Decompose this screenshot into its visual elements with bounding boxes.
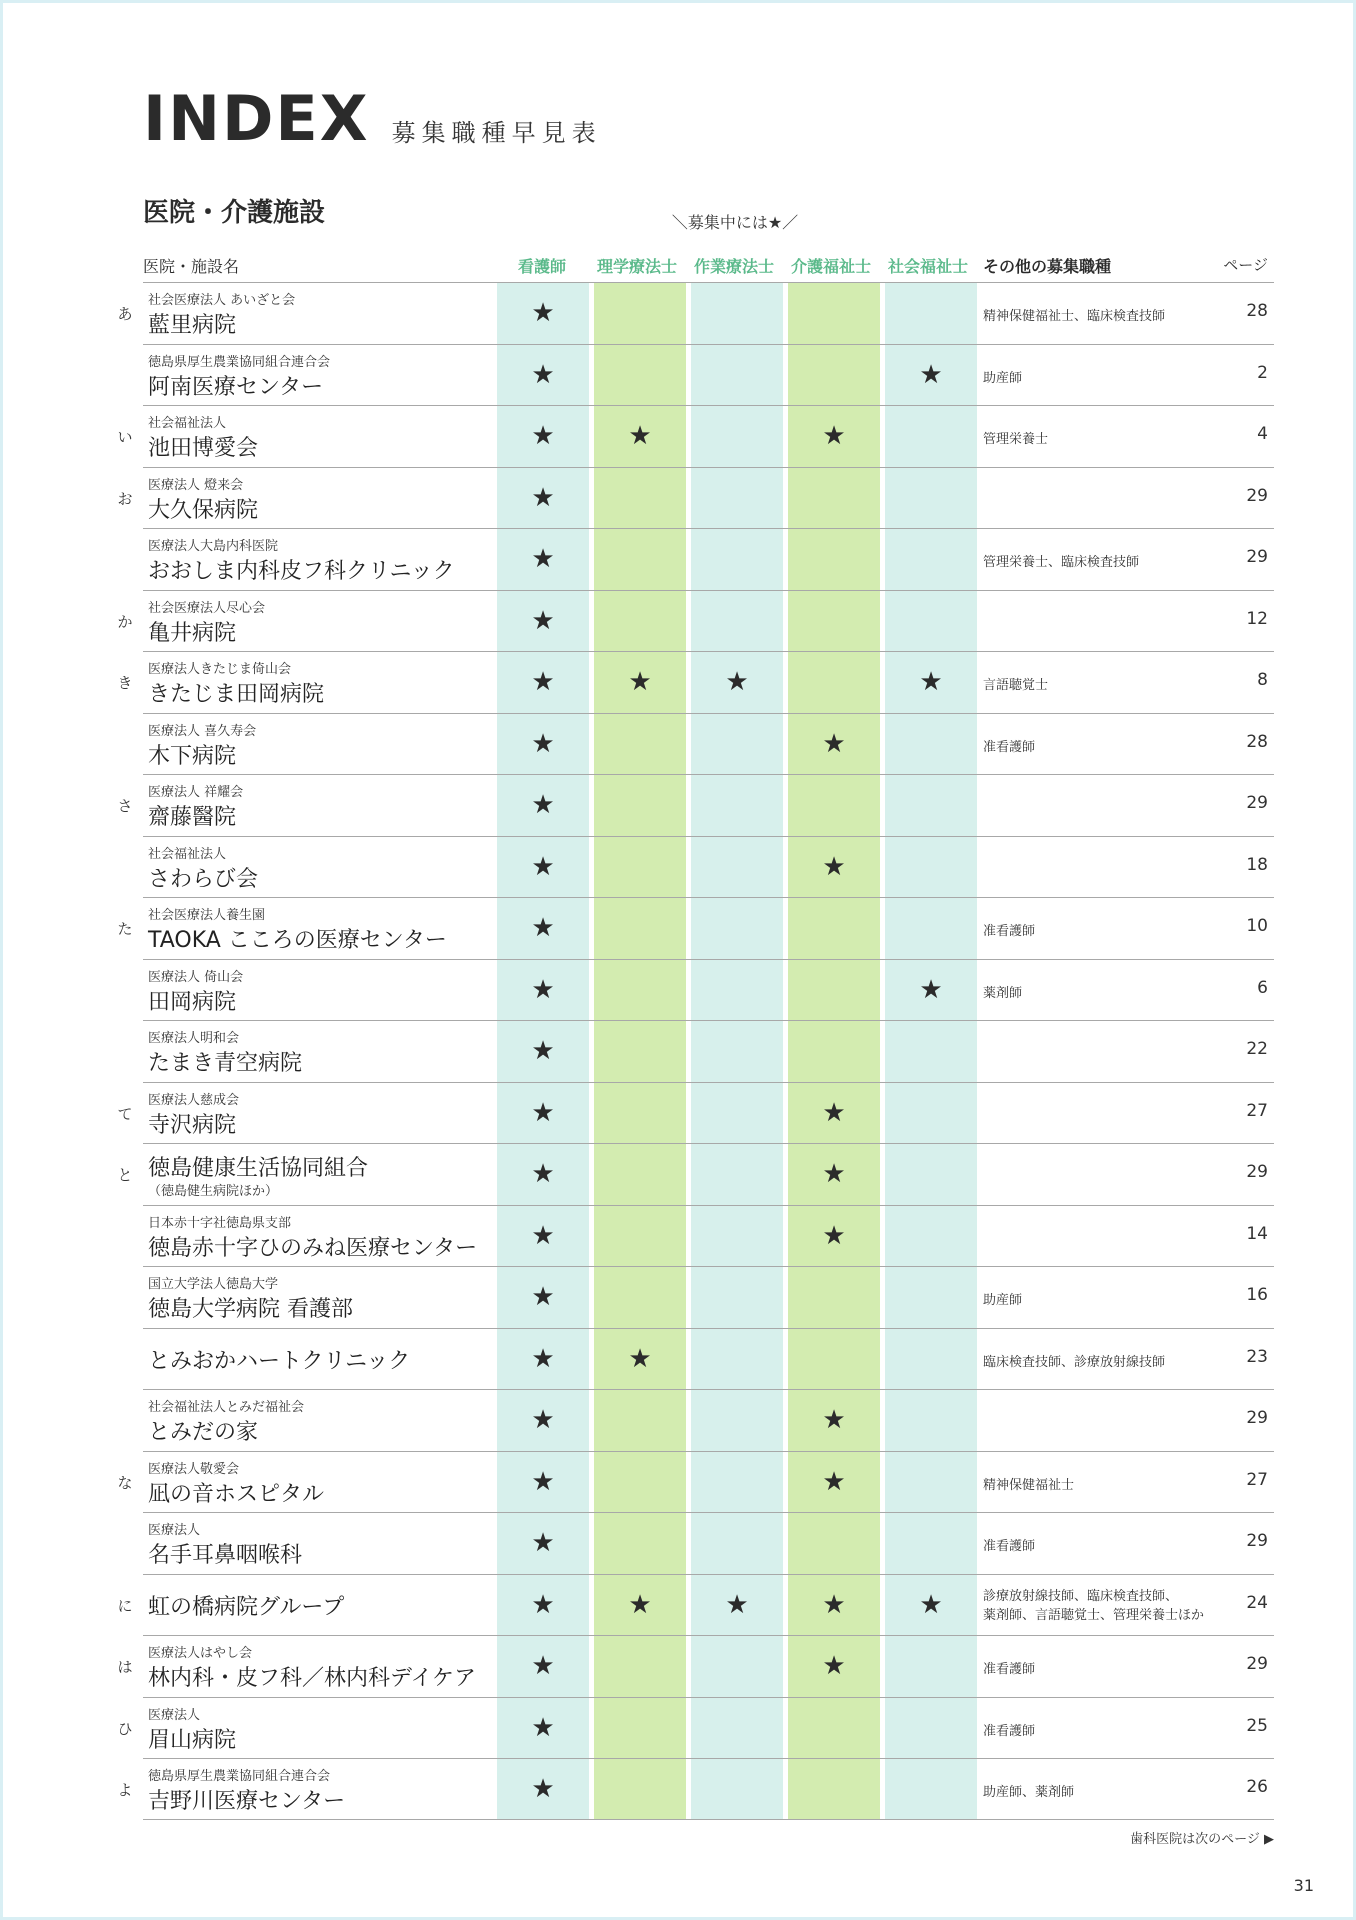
star-pt: ★	[628, 1589, 652, 1620]
organization-name: 医療法人慈成会	[148, 1092, 240, 1108]
table-row	[143, 344, 1274, 406]
facility-name: 吉野川医療センター	[148, 1789, 346, 1814]
page-reference: 28	[1246, 731, 1268, 752]
kana-index-label: は	[117, 1658, 133, 1676]
facility-note: （徳島健生病院ほか）	[148, 1184, 279, 1199]
kana-index-label: い	[117, 428, 133, 446]
page-reference: 18	[1246, 854, 1268, 875]
star-nurse: ★	[531, 728, 555, 759]
star-social: ★	[919, 667, 943, 697]
star-nurse: ★	[531, 1405, 555, 1435]
organization-name: 医療法人 燈来会	[148, 477, 244, 493]
other-positions: 准看護師	[983, 1539, 1036, 1554]
facility-name: たまき青空病院	[148, 1051, 303, 1076]
other-positions: 臨床検査技師、診療放射線技師	[983, 1354, 1166, 1370]
table-row	[117, 651, 1274, 713]
star-social: ★	[919, 974, 943, 1005]
organization-name: 医療法人敬愛会	[148, 1461, 240, 1477]
star-nurse: ★	[531, 1589, 555, 1620]
other-positions: 助産師	[983, 370, 1023, 386]
star-pt: ★	[628, 1343, 652, 1374]
table-row	[143, 1389, 1274, 1451]
organization-name: 医療法人 祥耀会	[148, 785, 244, 800]
kana-index-label: た	[117, 920, 133, 938]
page-reference: 29	[1246, 1162, 1268, 1182]
other-positions: 准看護師	[983, 1723, 1036, 1739]
star-care: ★	[822, 728, 846, 759]
star-pt: ★	[628, 421, 652, 451]
table-row	[143, 528, 1274, 590]
other-positions-line2: 薬剤師、言語聴覚士、管理栄養士ほか	[983, 1607, 1205, 1623]
organization-name: 医療法人はやし会	[148, 1646, 253, 1661]
star-ot: ★	[725, 667, 749, 697]
header-nurse: 看護師	[518, 257, 567, 276]
table-row	[143, 836, 1274, 898]
kana-index-label: ひ	[117, 1719, 133, 1738]
star-care: ★	[822, 1405, 846, 1435]
page-reference: 24	[1246, 1592, 1268, 1613]
facility-name: 齋藤醫院	[148, 805, 237, 830]
table-row	[117, 405, 1274, 467]
facility-name: 田岡病院	[148, 989, 237, 1015]
star-nurse: ★	[531, 605, 555, 636]
table-row	[117, 1082, 1274, 1144]
page-reference: 14	[1246, 1223, 1268, 1244]
table-row	[117, 1758, 1274, 1820]
facility-name: 林内科・皮フ科／林内科デイケア	[148, 1666, 477, 1691]
table-row	[143, 1266, 1274, 1328]
star-pt: ★	[628, 667, 652, 697]
table-row	[117, 897, 1274, 959]
kana-index-label: な	[117, 1473, 133, 1492]
star-care: ★	[822, 1651, 846, 1681]
other-positions: 精神保健福祉士、臨床検査技師	[983, 309, 1166, 324]
organization-name: 社会医療法人養生園	[148, 908, 266, 923]
table-row	[117, 590, 1274, 652]
other-positions: 准看護師	[983, 924, 1036, 939]
kana-index-label: よ	[117, 1781, 133, 1799]
star-nurse: ★	[531, 851, 555, 882]
table-row	[143, 959, 1274, 1021]
title-subtitle: 募集職種早見表	[391, 119, 602, 147]
page-reference: 4	[1257, 424, 1268, 444]
facility-name: とみおかハートクリニック	[148, 1348, 411, 1374]
star-nurse: ★	[531, 667, 555, 697]
organization-name: 医療法人	[148, 1707, 201, 1723]
facility-name: おおしま内科皮フ科クリニック	[148, 559, 455, 584]
facility-name: TAOKA こころの医療センター	[148, 928, 447, 953]
header-ot: 作業療法士	[694, 257, 775, 276]
page-reference: 29	[1246, 1654, 1268, 1674]
other-positions: 助産師	[983, 1293, 1023, 1308]
other-positions: 准看護師	[983, 1662, 1036, 1677]
organization-name: 社会医療法人尽心会	[148, 600, 266, 616]
recruit-note: ＼募集中には★／	[671, 213, 799, 232]
star-nurse: ★	[531, 298, 555, 328]
star-nurse: ★	[531, 1282, 555, 1312]
star-nurse: ★	[531, 482, 555, 513]
organization-name: 医療法人 喜久寿会	[148, 723, 257, 739]
facility-name: 池田博愛会	[148, 436, 259, 461]
star-nurse: ★	[531, 544, 555, 574]
other-positions: 助産師、薬剤師	[983, 1785, 1075, 1800]
kana-index-label: か	[117, 612, 133, 631]
facility-name: 虹の橋病院グループ	[148, 1594, 345, 1620]
header-other: その他の募集職種	[983, 257, 1112, 276]
table-row	[117, 774, 1274, 836]
header-pt: 理学療法士	[597, 257, 678, 276]
page-reference: 26	[1246, 1777, 1268, 1797]
star-nurse: ★	[531, 1774, 555, 1804]
page-reference: 23	[1246, 1346, 1268, 1367]
star-care: ★	[822, 1589, 846, 1620]
star-nurse: ★	[531, 1220, 555, 1251]
organization-name: 社会福祉法人	[148, 416, 227, 431]
page-number: 31	[1293, 1876, 1314, 1895]
table-row	[143, 1512, 1274, 1574]
facility-name: 凪の音ホスピタル	[148, 1481, 325, 1507]
page-reference: 29	[1246, 547, 1268, 567]
page-reference: 29	[1246, 1531, 1268, 1551]
facility-name: 寺沢病院	[148, 1112, 237, 1138]
other-positions: 管理栄養士、臨床検査技師	[983, 555, 1140, 570]
page-reference: 29	[1246, 793, 1268, 813]
star-nurse: ★	[531, 1036, 555, 1066]
organization-name: 医療法人明和会	[148, 1031, 240, 1046]
header-care: 介護福祉士	[791, 257, 872, 276]
organization-name: 徳島県厚生農業協同組合連合会	[148, 1769, 331, 1784]
header-name: 医院・施設名	[143, 257, 240, 276]
table-row	[117, 1143, 1274, 1205]
organization-name: 医療法人	[148, 1523, 201, 1538]
facility-name: 徳島健康生活協同組合	[148, 1156, 369, 1181]
table-row	[117, 282, 1274, 344]
table-row	[143, 1020, 1274, 1082]
star-nurse: ★	[531, 974, 555, 1005]
star-care: ★	[822, 1220, 846, 1251]
facility-name: 徳島赤十字ひのみね医療センター	[148, 1235, 478, 1261]
kana-index-label: あ	[117, 305, 133, 323]
star-nurse: ★	[531, 913, 555, 943]
page-reference: 22	[1246, 1039, 1268, 1059]
kana-index-label: お	[117, 489, 133, 508]
star-nurse: ★	[531, 1159, 555, 1189]
other-positions: 准看護師	[983, 739, 1036, 755]
table-row	[143, 1328, 1274, 1390]
other-positions	[983, 1587, 1233, 1625]
facility-name: 名手耳鼻咽喉科	[148, 1543, 303, 1568]
page-reference: 28	[1246, 301, 1268, 321]
section-title: 医院・介護施設	[143, 198, 326, 228]
star-nurse: ★	[531, 1097, 555, 1128]
page-reference: 8	[1257, 670, 1268, 690]
star-nurse: ★	[531, 359, 555, 390]
facility-name: きたじま田岡病院	[148, 682, 325, 707]
star-care: ★	[822, 1159, 846, 1189]
page-reference: 27	[1246, 1100, 1268, 1121]
facility-name: 亀井病院	[148, 620, 237, 646]
header-social: 社会福祉士	[888, 257, 969, 276]
other-positions: 管理栄養士	[983, 432, 1049, 447]
table-row	[117, 1697, 1274, 1759]
star-nurse: ★	[531, 1343, 555, 1374]
facility-name: 木下病院	[148, 743, 237, 769]
organization-name: 医療法人 倚山会	[148, 969, 244, 985]
table-row	[117, 1635, 1274, 1697]
organization-name: 医療法人きたじま倚山会	[148, 662, 292, 677]
page-reference: 10	[1246, 916, 1268, 936]
other-positions-line1: 診療放射線技師、臨床検査技師、	[983, 1588, 1179, 1604]
kana-index-label: き	[117, 674, 133, 692]
star-nurse: ★	[531, 1651, 555, 1681]
page-reference: 2	[1257, 362, 1268, 383]
star-nurse: ★	[531, 790, 555, 820]
facility-name: 徳島大学病院 看護部	[148, 1297, 353, 1322]
star-nurse: ★	[531, 1466, 555, 1497]
table-row	[143, 1205, 1274, 1267]
star-nurse: ★	[531, 1528, 555, 1558]
facility-name: 大久保病院	[148, 497, 259, 523]
facility-name: 眉山病院	[148, 1727, 237, 1753]
star-care: ★	[822, 1097, 846, 1128]
organization-name: 社会福祉法人とみだ福祉会	[148, 1400, 305, 1415]
page-reference: 16	[1246, 1285, 1268, 1305]
page-reference: 27	[1246, 1469, 1268, 1490]
table-header	[143, 250, 1274, 282]
star-social: ★	[919, 359, 943, 390]
page-title	[143, 82, 602, 155]
facility-name: 阿南医療センター	[148, 374, 324, 400]
organization-name: 社会福祉法人	[148, 846, 227, 862]
organization-name: 日本赤十字社徳島県支部	[148, 1215, 292, 1231]
table-row	[143, 713, 1274, 775]
star-ot: ★	[725, 1589, 749, 1620]
table-row	[117, 1574, 1274, 1636]
star-nurse: ★	[531, 421, 555, 451]
kana-index-label: て	[117, 1104, 133, 1123]
star-care: ★	[822, 851, 846, 882]
page-reference: 6	[1257, 977, 1268, 998]
facility-name: 藍里病院	[148, 313, 237, 338]
header-page: ページ	[1223, 256, 1268, 274]
organization-name: 国立大学法人徳島大学	[148, 1277, 279, 1292]
footer-note: 歯科医院は次のページ ▶	[1130, 1832, 1274, 1847]
page-reference: 29	[1246, 1408, 1268, 1428]
organization-name: 医療法人大島内科医院	[148, 539, 279, 554]
facility-table	[117, 282, 1274, 1820]
kana-index-label: に	[117, 1596, 133, 1615]
other-positions: 薬剤師	[983, 985, 1023, 1001]
organization-name: 社会医療法人 あいざと会	[148, 293, 296, 308]
page-reference: 12	[1246, 608, 1268, 629]
star-nurse: ★	[531, 1712, 555, 1743]
star-social: ★	[919, 1589, 943, 1620]
table-row	[117, 1451, 1274, 1513]
star-care: ★	[822, 1466, 846, 1497]
table-row	[117, 467, 1274, 529]
facility-name: とみだの家	[148, 1420, 259, 1445]
title-index: INDEX	[143, 82, 370, 155]
kana-index-label: と	[117, 1166, 133, 1184]
other-positions: 言語聴覚士	[983, 678, 1049, 693]
facility-name: さわらび会	[148, 866, 259, 892]
star-care: ★	[822, 421, 846, 451]
page-reference: 25	[1246, 1715, 1268, 1736]
other-positions: 精神保健福祉士	[983, 1477, 1075, 1493]
page-reference: 29	[1246, 485, 1268, 506]
kana-index-label: さ	[117, 797, 133, 815]
organization-name: 徳島県厚生農業協同組合連合会	[148, 354, 331, 370]
